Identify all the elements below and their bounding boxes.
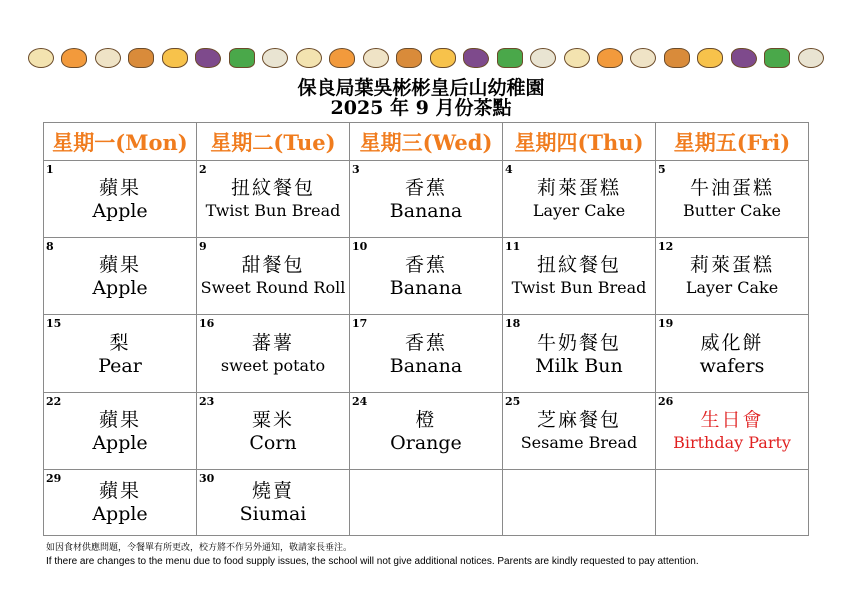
date-number: 9 (199, 240, 207, 254)
mushroom-icon (95, 48, 121, 68)
snack-name-chinese: 燒賣 (251, 480, 294, 503)
header-thu: 星期四(Thu) (503, 123, 656, 161)
snack-name-chinese: 橙 (415, 408, 437, 431)
vegetable-icon (28, 48, 54, 68)
carrot-icon (597, 48, 623, 68)
pepper-icon (229, 48, 255, 68)
day-cell (503, 161, 656, 238)
day-cell (656, 238, 809, 315)
date-number: 2 (199, 163, 207, 176)
day-cell (197, 161, 350, 238)
header-tue: 星期二(Tue) (197, 123, 350, 161)
day-cell (44, 469, 197, 535)
snack-name-chinese: 蘋果 (98, 408, 141, 431)
carrot-icon (329, 48, 355, 68)
day-cell (44, 238, 197, 315)
date-number: 30 (199, 471, 215, 485)
day-cell (350, 392, 503, 469)
snack-name-chinese: 蘋果 (98, 254, 141, 277)
snack-name-chinese: 牛奶餐包 (536, 331, 621, 354)
day-cell (44, 161, 197, 238)
date-number: 17 (352, 317, 368, 331)
day-cell (503, 238, 656, 315)
snack-name-chinese: 梨 (109, 331, 131, 354)
snack-name-chinese: 生日會 (700, 408, 764, 431)
pepper-icon (497, 48, 523, 68)
radish-icon (798, 48, 824, 68)
snack-name-english: Layer Cake (532, 201, 626, 221)
mushroom-icon (630, 48, 656, 68)
snack-name-english: Banana (389, 200, 463, 223)
date-number: 24 (352, 394, 368, 408)
date-number: 23 (199, 394, 215, 408)
snack-name-chinese: 蘋果 (98, 177, 141, 200)
snack-name-english: Apple (92, 200, 148, 223)
snack-name-english: Twist Bun Bread (511, 278, 647, 298)
snack-name-english: Twist Bun Bread (205, 201, 341, 221)
snack-name-chinese: 莉萊蛋糕 (689, 254, 774, 277)
snack-name-chinese: 威化餅 (700, 331, 764, 354)
eggplant-icon (731, 48, 757, 68)
potato-icon (162, 48, 188, 68)
snack-name-english: Siumai (239, 503, 307, 526)
date-number: 29 (46, 471, 62, 485)
date-number: 15 (46, 317, 62, 331)
day-cell (656, 469, 809, 535)
snack-name-english: Layer Cake (685, 278, 779, 298)
day-cell (350, 161, 503, 238)
snack-name-chinese: 甜餐包 (241, 254, 305, 277)
radish-icon (262, 48, 288, 68)
date-number: 11 (505, 240, 521, 254)
date-number: 10 (352, 240, 368, 254)
day-cell (656, 315, 809, 392)
snack-name-english: Sweet Round Roll (200, 278, 346, 298)
carrot-icon (61, 48, 87, 68)
date-number: 3 (352, 163, 360, 176)
day-cell (503, 469, 656, 535)
day-cell (350, 238, 503, 315)
day-cell (197, 469, 350, 535)
snack-name-english: Banana (389, 354, 463, 377)
week-row (44, 469, 809, 535)
date-number: 5 (658, 163, 666, 176)
snack-name-chinese: 香蕉 (404, 254, 447, 277)
day-cell (197, 315, 350, 392)
vegetable-icon (564, 48, 590, 68)
eggplant-icon (195, 48, 221, 68)
day-cell (44, 392, 197, 469)
snack-name-english: Birthday Party (673, 432, 791, 452)
snack-name-english: Apple (92, 503, 148, 526)
notice-english: If there are changes to the menu due to food supply issues, the school will not give additional notices. Parents are kindly requested to pay attention. (46, 556, 699, 567)
snack-name-english: Corn (249, 431, 297, 454)
day-cell (656, 392, 809, 469)
vegetable-border (28, 43, 824, 73)
onion-icon (128, 48, 154, 68)
header-mon: 星期一(Mon) (44, 123, 197, 161)
onion-icon (664, 48, 690, 68)
snack-name-chinese: 香蕉 (404, 177, 447, 200)
day-cell (197, 392, 350, 469)
date-number: 26 (658, 394, 674, 408)
day-cell (656, 161, 809, 238)
week-row (44, 161, 809, 238)
snack-name-chinese: 香蕉 (404, 331, 447, 354)
onion-icon (396, 48, 422, 68)
snack-name-chinese: 粟米 (251, 408, 294, 431)
day-cell (350, 469, 503, 535)
date-number: 16 (199, 317, 215, 331)
snack-name-chinese: 扭紋餐包 (536, 254, 621, 277)
snack-name-english: Butter Cake (682, 201, 782, 221)
snack-name-english: Pear (98, 354, 142, 377)
potato-icon (430, 48, 456, 68)
snack-name-english: Apple (92, 431, 148, 454)
weekday-header-row (44, 123, 809, 161)
date-number: 4 (505, 163, 513, 176)
snack-name-chinese: 莉萊蛋糕 (536, 177, 621, 200)
day-cell (503, 392, 656, 469)
eggplant-icon (463, 48, 489, 68)
week-row (44, 392, 809, 469)
week-row (44, 315, 809, 392)
radish-icon (530, 48, 556, 68)
snack-name-english: Sesame Bread (520, 432, 638, 452)
school-name: 保良局葉吳彬彬皇后山幼稚園 (297, 77, 545, 99)
date-number: 1 (46, 163, 54, 176)
potato-icon (697, 48, 723, 68)
snack-name-chinese: 芝麻餐包 (536, 408, 621, 431)
snack-name-english: wafers (699, 354, 765, 377)
date-number: 18 (505, 317, 521, 331)
week-row (44, 238, 809, 315)
date-number: 22 (46, 394, 62, 408)
day-cell (197, 238, 350, 315)
menu-period-title: 2025 年 9 月份茶點 (330, 97, 512, 119)
snack-name-english: Banana (389, 277, 463, 300)
snack-name-chinese: 蕃薯 (251, 331, 294, 354)
mushroom-icon (363, 48, 389, 68)
snack-name-chinese: 牛油蛋糕 (689, 177, 774, 200)
vegetable-icon (296, 48, 322, 68)
pepper-icon (764, 48, 790, 68)
snack-menu-table (43, 122, 809, 536)
snack-name-chinese: 扭紋餐包 (230, 177, 315, 200)
header-wed: 星期三(Wed) (350, 123, 503, 161)
day-cell (44, 315, 197, 392)
date-number: 12 (658, 240, 674, 254)
notice-chinese: 如因食材供應問題，令餐單有所更改，校方將不作另外通知，敬請家長垂注。 (46, 543, 353, 553)
date-number: 8 (46, 240, 54, 254)
snack-name-english: Apple (92, 277, 148, 300)
snack-name-english: sweet potato (220, 355, 326, 375)
date-number: 19 (658, 317, 674, 331)
day-cell (503, 315, 656, 392)
date-number: 25 (505, 394, 521, 408)
header-fri: 星期五(Fri) (656, 123, 809, 161)
snack-name-chinese: 蘋果 (98, 480, 141, 503)
snack-name-english: Orange (390, 431, 462, 454)
day-cell (350, 315, 503, 392)
snack-name-english: Milk Bun (535, 354, 623, 377)
